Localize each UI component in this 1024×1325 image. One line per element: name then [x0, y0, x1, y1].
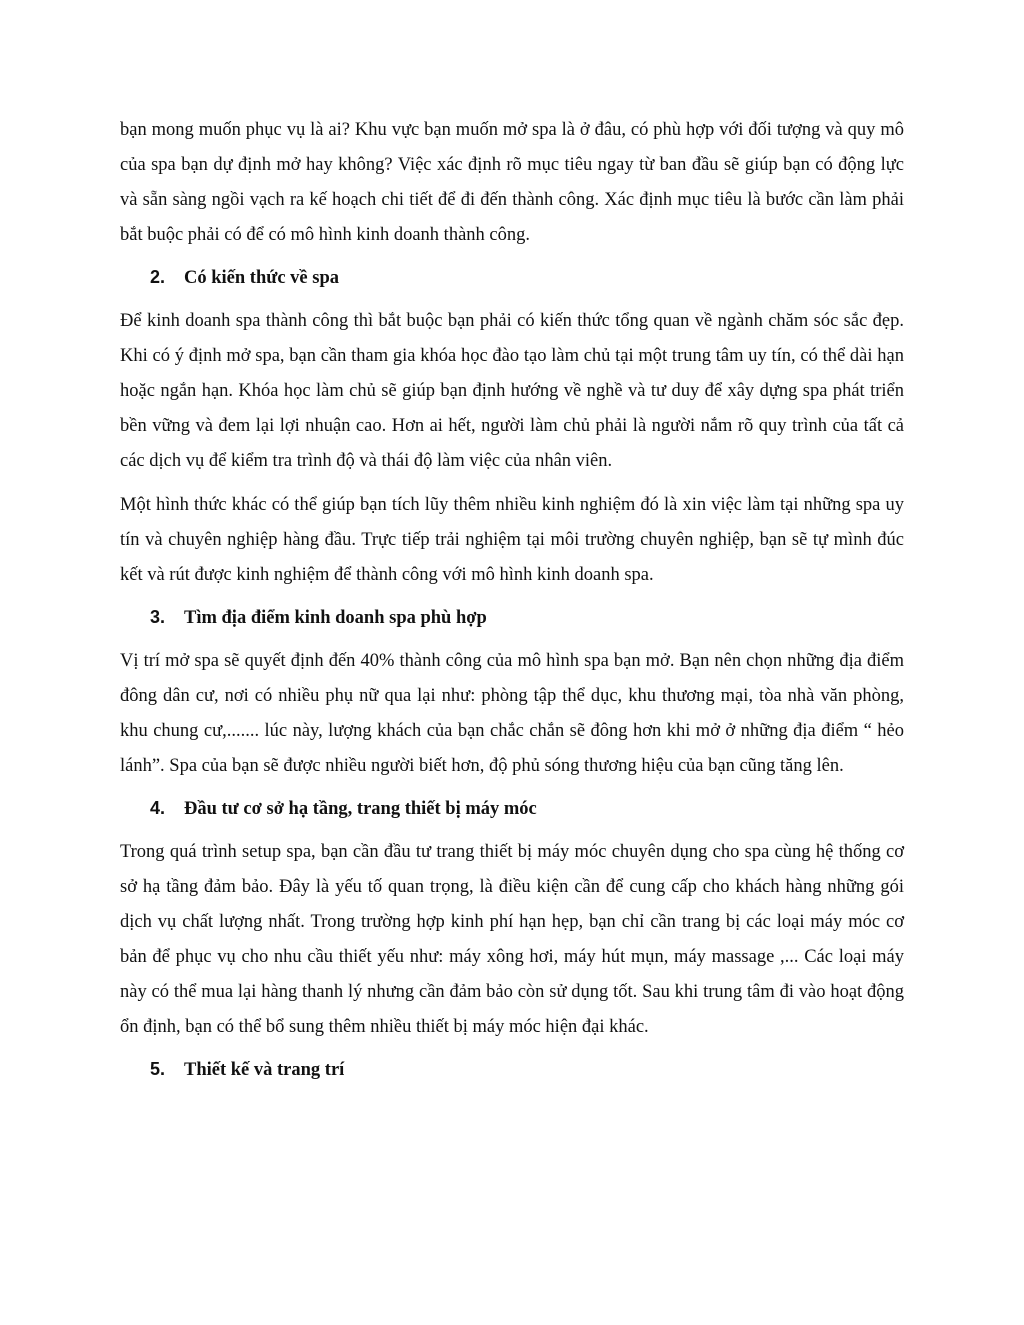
section-number: 5. [150, 1059, 166, 1079]
section-title: Đầu tư cơ sở hạ tầng, trang thiết bị máy móc [184, 799, 537, 819]
paragraph-location: Vị trí mở spa sẽ quyết định đến 40% thành công của mô hình spa bạn mở. Bạn nên chọn những địa điểm đông dân cư, nơi có nhiều phụ nữ qua lại như: phòng tập thể dục, khu thương mại, tòa nhà văn phòng, khu chung cư,....... lúc này, lượng khách của bạn chắc chắn sẽ đông hơn khi mở ở những địa điểm “ hẻo lánh”. Spa của bạn sẽ được nhiều người biết hơn, độ phủ sóng thương hiệu của bạn cũng tăng lên. [120, 651, 904, 776]
section-title: Tìm địa điểm kinh doanh spa phù hợp [184, 608, 487, 628]
section-number: 3. [150, 607, 166, 627]
section-number: 2. [150, 267, 166, 287]
section-heading-location [120, 602, 904, 633]
section-title: Thiết kế và trang trí [184, 1060, 345, 1080]
paragraph-work-experience: Một hình thức khác có thể giúp bạn tích lũy thêm nhiều kinh nghiệm đó là xin việc làm tại những spa uy tín và chuyên nghiệp hàng đầu. Trực tiếp trải nghiệm tại môi trường chuyên nghiệp, bạn sẽ tự mình đúc kết và rút được kinh nghiệm để thành công với mô hình kinh doanh spa. [120, 495, 904, 585]
paragraph-equipment: Trong quá trình setup spa, bạn cần đầu tư trang thiết bị máy móc chuyên dụng cho spa cùng hệ thống cơ sở hạ tầng đảm bảo. Đây là yếu tố quan trọng, là điều kiện cần để cung cấp cho khách hàng những gói dịch vụ chất lượng nhất. Trong trường hợp kinh phí hạn hẹp, bạn chỉ cần trang bị các loại máy móc cơ bản để phục vụ cho nhu cầu thiết yếu như: máy xông hơi, máy hút mụn, máy massage ,... Các loại máy này có thể mua lại hàng thanh lý nhưng cần đảm bảo còn sử dụng tốt. Sau khi trung tâm đi vào hoạt động ổn định, bạn có thể bổ sung thêm nhiều thiết bị máy móc hiện đại khác. [120, 842, 904, 1037]
document-page [120, 113, 904, 1096]
paragraph-goal-definition: bạn mong muốn phục vụ là ai? Khu vực bạn muốn mở spa là ở đâu, có phù hợp với đối tượng và quy mô của spa bạn dự định mở hay không? Việc xác định rõ mục tiêu ngay từ ban đầu sẽ giúp bạn có động lực và sẵn sàng ngồi vạch ra kế hoạch chi tiết để đi đến thành công. Xác định mục tiêu là bước cần làm phải bắt buộc phải có để có mô hình kinh doanh thành công. [120, 120, 904, 245]
paragraph-spa-knowledge: Để kinh doanh spa thành công thì bắt buộc bạn phải có kiến thức tổng quan về ngành chăm sóc sắc đẹp. Khi có ý định mở spa, bạn cần tham gia khóa học đào tạo làm chủ tại một trung tâm uy tín, có thể dài hạn hoặc ngắn hạn. Khóa học làm chủ sẽ giúp bạn định hướng về nghề và tư duy để xây dựng spa phát triển bền vững và đem lại lợi nhuận cao. Hơn ai hết, người làm chủ phải là người nắm rõ quy trình của tất cả các dịch vụ để kiểm tra trình độ và thái độ làm việc của nhân viên. [120, 311, 904, 471]
section-heading-spa-knowledge [120, 262, 904, 293]
section-number: 4. [150, 798, 166, 818]
section-heading-equipment [120, 793, 904, 824]
section-title: Có kiến thức về spa [184, 268, 340, 288]
section-heading-design [120, 1054, 904, 1085]
